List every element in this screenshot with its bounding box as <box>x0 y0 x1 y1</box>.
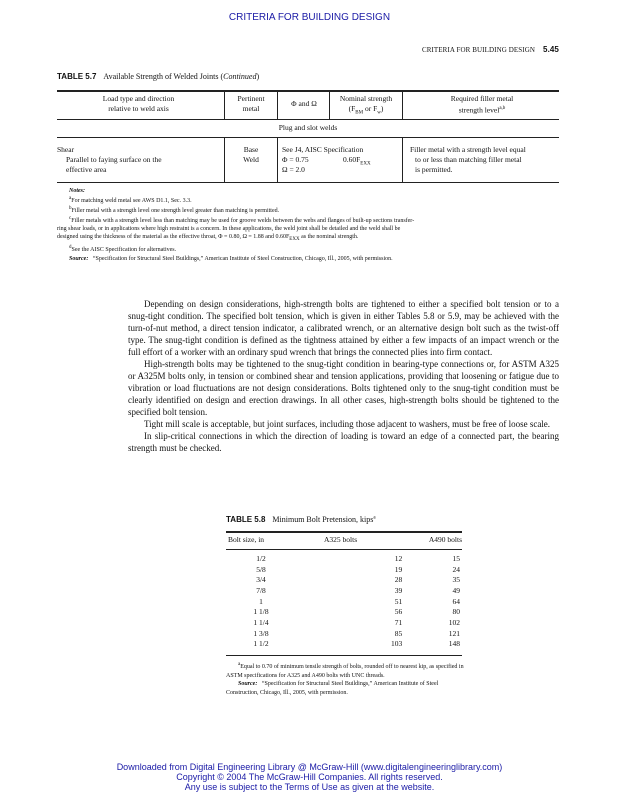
footer-line3: Any use is subject to the Terms of Use as given at the website. <box>184 782 435 792</box>
table-row <box>226 617 462 628</box>
header-a325: A325 bolts <box>324 535 358 544</box>
divider-v4 <box>402 91 403 119</box>
load-line2: Parallel to faying surface on the <box>66 155 162 164</box>
footer-line1[interactable]: Downloaded from Digital Engineering Library @ McGraw-Hill (www.digitalengineeringlibrary.com) <box>116 762 503 772</box>
table-5-8-note <box>226 661 466 680</box>
a325-cell: 12 <box>394 553 403 563</box>
table-row <box>226 628 462 639</box>
header-nominal-f: (F <box>348 104 356 113</box>
a490-cell: 80 <box>452 607 460 617</box>
note-b-mark: b <box>69 206 72 211</box>
table-5-7-source <box>57 255 562 263</box>
metal-base: Base <box>243 145 259 154</box>
divider-v6 <box>277 138 278 182</box>
table-5-8-bottom-rule <box>226 655 462 656</box>
phi-line3: Ω = 2.0 <box>282 165 305 174</box>
table-row <box>226 639 462 650</box>
table-5-8-note-mark: a <box>238 662 241 667</box>
paragraph-2: High-strength bolts may be tightened to the snug-tight condition in bearing-type connections or, for ASTM A325 or A325M bolts only, in tension or combined shear and tension applications, providing that loosening or fatigue due to vibration or load fluctuations are not design considerations. Bolts tightened only to the snug-tight condition must be clearly identified on design and erection drawings. In all other cases, high-strength bolts should be tightened to the specified bolt tension. <box>128 359 559 417</box>
paragraph-3: Tight mill scale is acceptable, but joint surfaces, including those adjacent to washers, must be free of loose scale. <box>144 419 551 429</box>
note-a <box>57 195 562 205</box>
note-c-2: ring shear loads, or in applications where high restraint is a concern. In these applications, the weld joint shall be detailed and the weld shall be <box>57 226 401 232</box>
phi-line1: See J4, AISC Specification <box>282 145 364 154</box>
footer-line2: Copyright © 2004 The McGraw-Hill Companies. All rights reserved. <box>176 772 443 782</box>
nominal-sub: EXX <box>360 161 371 167</box>
table-5-7-header-load <box>57 94 220 114</box>
table-5-7-header-metal <box>228 94 274 114</box>
table-5-8-header-rule <box>226 549 462 550</box>
phi-line2: Φ = 0.75 <box>282 155 309 164</box>
table-5-8-caption <box>226 515 376 524</box>
table-5-7-notes <box>57 187 562 263</box>
bolt-size-cell: 3/4 <box>256 575 266 585</box>
table-5-7-subheader-rule <box>57 137 559 138</box>
notes-title: Notes: <box>69 188 85 194</box>
footer <box>0 762 619 792</box>
bolt-size-cell: 1 3/8 <box>253 628 269 638</box>
bolt-size-cell: 7/8 <box>256 585 266 595</box>
table-5-7-load-cell <box>57 145 222 175</box>
table-5-7-filler-cell <box>410 145 562 175</box>
a325-cell: 51 <box>394 596 403 606</box>
table-5-7-title: Available Strength of Welded Joints ( <box>103 72 224 81</box>
table-5-7-metal-cell <box>228 145 274 165</box>
header-nominal-mid: or F <box>363 104 378 113</box>
table-5-8-rows <box>226 553 462 649</box>
table-5-7-title-end: ) <box>256 72 260 81</box>
note-c-sub: EXX <box>289 237 300 243</box>
divider-v1 <box>224 91 225 119</box>
table-5-8-label: TABLE 5.8 <box>226 515 266 524</box>
divider-v3 <box>329 91 330 119</box>
table-5-8-source-text: “Specification for Structural Steel Buildings,” American Institute of Steel Construction, Chicago, Ill., 2005, with permission. <box>226 681 439 696</box>
table-5-8-top-rule <box>226 531 462 533</box>
table-5-8-title: Minimum Bolt Pretension, kips <box>272 515 374 524</box>
a490-cell: 24 <box>452 564 460 574</box>
table-5-7-label: TABLE 5.7 <box>57 72 97 81</box>
table-5-7-header-rule <box>57 119 559 120</box>
divider-v5 <box>224 138 225 182</box>
header-nominal-line1: Nominal strength <box>339 94 393 103</box>
bolt-size-cell: 5/8 <box>256 564 266 574</box>
table-row <box>226 596 462 607</box>
note-c-3 <box>57 233 562 244</box>
header-nominal-line2 <box>330 104 402 119</box>
a325-cell: 56 <box>394 607 403 617</box>
table-5-7-caption <box>57 72 259 81</box>
table-5-7-header-phi: Φ and Ω <box>291 99 317 108</box>
paragraph-4: In slip-critical connections in which the direction of loading is toward an edge of a connected part, the bearing strength must be checked. <box>128 431 559 453</box>
a490-cell: 64 <box>452 596 460 606</box>
note-d <box>57 244 562 254</box>
a325-cell: 19 <box>394 564 403 574</box>
body-text <box>128 298 559 454</box>
note-c-text-3-end: as the nominal strength. <box>299 234 359 240</box>
bolt-size-cell: 1 1/4 <box>253 617 269 627</box>
table-5-7-top-rule <box>57 90 559 92</box>
header-a490: A490 bolts <box>428 535 462 544</box>
header-nominal-sub-bm: BM <box>355 110 364 116</box>
page-number: 5.45 <box>543 45 559 54</box>
paragraph-1: Depending on design considerations, high-strength bolts are tightened to either a specified bolt tension or to a snug-tight condition. The specified bolt tension, which is given in either Tables 5.8 or 5.9, may be achieved with the turn-of-nut method, a direct tension indicator, a calibrated wrench, or an alternative design bolt such as the twist-off type. The snug-tight condition is defined as the tightness attained by either a few impacts of an impact wrench or the full effort of a worker with an ordinary spud wrench that brings the connected plies into firm contact. <box>128 299 559 357</box>
bolt-size-cell: 1 1/2 <box>253 639 269 649</box>
top-banner: CRITERIA FOR BUILDING DESIGN <box>228 12 391 23</box>
note-b-text: Filler metal with a strength level one strength level greater than matching is permitted. <box>71 208 280 214</box>
metal-weld: Weld <box>243 155 259 164</box>
table-row <box>226 564 462 575</box>
table-5-8-source <box>226 680 466 697</box>
a490-cell: 15 <box>452 553 460 563</box>
bolt-size-cell: 1 <box>259 596 263 606</box>
note-c-mark: c <box>69 216 72 221</box>
header-metal-line2: metal <box>242 104 260 113</box>
table-5-7-nominal-cell <box>343 155 399 170</box>
header-nominal-sub-w: w <box>377 110 381 116</box>
source-text: “Specification for Structural Steel Buildings,” American Institute of Steel Construction, Chicago, Ill., 2005, with permission. <box>92 256 393 263</box>
table-5-7-header-nominal <box>330 94 402 119</box>
a325-cell: 103 <box>390 639 403 649</box>
header-nominal-end: ) <box>380 104 384 113</box>
load-line3: effective area <box>66 165 107 174</box>
table-row <box>226 585 462 596</box>
a490-cell: 49 <box>452 585 460 595</box>
header-load-line2: relative to weld axis <box>108 104 169 113</box>
table-5-7-title-continued: Continued <box>223 72 257 81</box>
table-5-8-grid <box>226 553 462 649</box>
note-c-1 <box>57 215 562 225</box>
a490-cell: 148 <box>448 639 460 649</box>
running-header-title: CRITERIA FOR BUILDING DESIGN <box>421 46 536 54</box>
filler-line1: Filler metal with a strength level equal <box>410 145 526 154</box>
table-row <box>226 606 462 617</box>
header-filler-text: strength level <box>458 105 500 115</box>
note-a-text: For matching weld metal see AWS D1.1, Sec. 3.3. <box>71 198 192 204</box>
header-load-line1: Load type and direction <box>102 94 175 103</box>
a325-cell: 71 <box>394 617 403 627</box>
header-bolt-size: Bolt size, in <box>228 535 265 544</box>
table-row <box>226 553 462 564</box>
table-row <box>226 574 462 585</box>
a490-cell: 121 <box>448 628 460 638</box>
header-filler-line2 <box>405 104 559 116</box>
note-d-mark: d <box>69 245 72 251</box>
table-5-8-note-text: Equal to 0.70 of minimum tensile strength of bolts, rounded off to nearest kip, as specified in ASTM specifications for A325 and A490 bolts with UNC threads. <box>226 664 464 679</box>
note-c-text-1: Filler metals with a strength level less than matching may be used for groove welds between the webs and flanges of built-up sections transfer- <box>71 218 415 224</box>
filler-line3: is permitted. <box>415 165 453 174</box>
a325-cell: 28 <box>394 575 403 585</box>
a490-cell: 35 <box>452 575 460 585</box>
header-filler-sup: a,b <box>499 106 506 111</box>
source-label: Source: <box>69 256 89 263</box>
a325-cell: 39 <box>394 585 403 595</box>
note-a-mark: a <box>69 196 72 201</box>
a325-cell: 85 <box>394 628 403 638</box>
header-metal-line1: Pertinent <box>237 94 265 103</box>
running-header <box>300 45 559 54</box>
table-5-8-body <box>226 553 462 649</box>
a490-cell: 102 <box>448 617 460 627</box>
note-b <box>57 205 562 215</box>
note-d-text: See the AISC Specification for alternatives. <box>71 247 177 254</box>
divider-v7 <box>402 138 403 182</box>
load-line1: Shear <box>57 145 75 154</box>
table-5-7-header-filler <box>405 94 559 116</box>
note-c-text-3: designed using the thickness of the material as the effective throat, Φ = 0.80, Ω = 1.88 and 0.60F <box>57 234 290 240</box>
divider-v2 <box>277 91 278 119</box>
nominal-value: 0.60F <box>343 155 361 164</box>
table-5-8-source-label: Source: <box>238 681 258 687</box>
bolt-size-cell: 1 1/8 <box>253 607 269 617</box>
table-5-8-notes <box>226 661 466 697</box>
bolt-size-cell: 1/2 <box>256 553 266 563</box>
filler-line2: to or less than matching filler metal <box>415 155 522 164</box>
table-5-8-title-sup: a <box>373 515 376 521</box>
table-5-7-subheader: Plug and slot welds <box>278 123 338 132</box>
header-filler-line1: Required filler metal <box>450 94 514 103</box>
table-5-7-bottom-rule <box>57 182 559 183</box>
